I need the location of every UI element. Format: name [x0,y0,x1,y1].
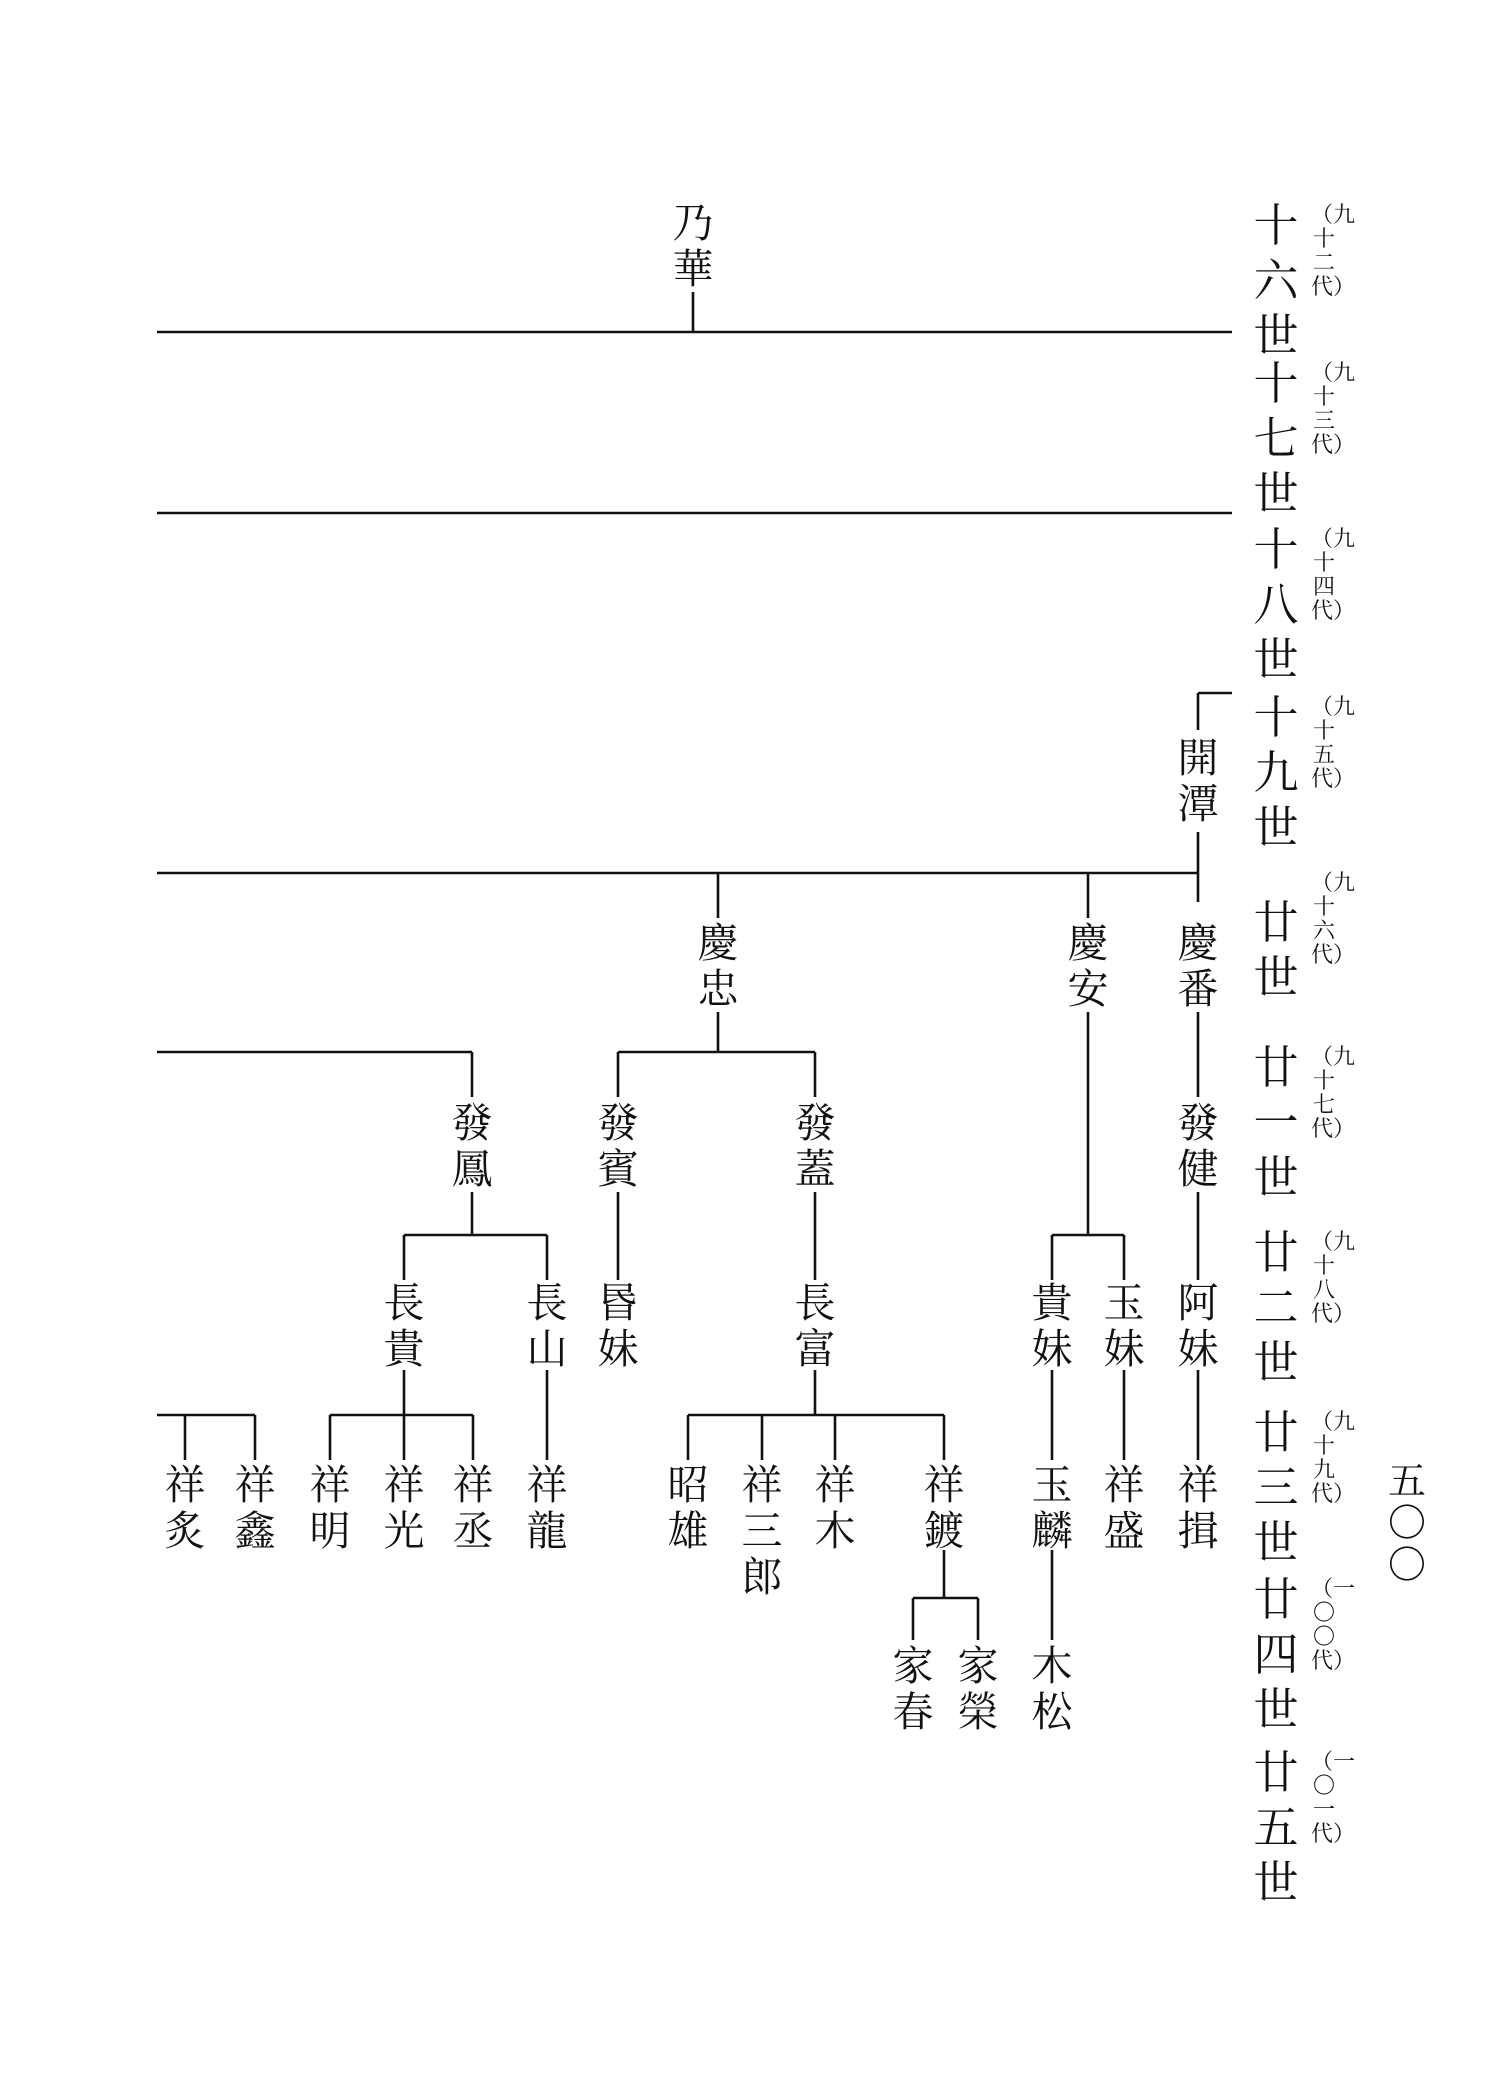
generation-label: 十 八 世 [1253,523,1299,686]
person-yumei: 玉 妹 [1103,1279,1145,1373]
person-fabin: 發 賓 [597,1099,639,1193]
person-qingzhong: 慶 忠 [697,919,739,1013]
dynasty-generation-label: （九 十 九 代） [1311,1410,1356,1507]
person-changshan: 長 山 [526,1279,568,1373]
dynasty-generation-label: （九 十 四 代） [1311,527,1356,624]
person-xiangguang: 祥 光 [383,1461,425,1555]
person-yulin: 玉 麟 [1031,1461,1073,1555]
generation-label: 廿 世 [1253,896,1299,1004]
page-number: 五 〇 〇 [1387,1459,1426,1587]
person-changgui: 長 貴 [383,1279,425,1373]
dynasty-generation-label: （九 十 二 代） [1311,203,1356,300]
person-qingan: 慶 安 [1067,919,1109,1013]
dynasty-generation-label: （九 十 六 代） [1311,871,1356,968]
person-xiangsanlang: 祥 三 郎 [741,1461,783,1601]
person-xianglong: 祥 龍 [526,1461,568,1555]
person-jiarong: 家 榮 [957,1642,999,1736]
generation-label: 廿 一 世 [1253,1041,1299,1204]
person-kaitan: 開 潭 [1177,734,1219,828]
dynasty-generation-label: （九 十 八 代） [1311,1230,1356,1327]
person-jiachun: 家 春 [892,1642,934,1736]
generation-label: 廿 五 世 [1253,1746,1299,1909]
person-zhaoxiong: 昭 雄 [667,1461,709,1555]
person-guimei: 貴 妹 [1031,1279,1073,1373]
generation-label: 廿 四 世 [1253,1573,1299,1736]
person-xiangming: 祥 明 [309,1461,351,1555]
person-xiangmu: 祥 木 [814,1461,856,1555]
person-amei: 阿 妹 [1177,1279,1219,1373]
person-musong: 木 松 [1031,1642,1073,1736]
generation-label: 十 六 世 [1253,199,1299,362]
dynasty-generation-label: （九 十 三 代） [1311,361,1356,458]
person-fafeng: 發 鳳 [451,1099,493,1193]
person-xiangji: 祥 揖 [1177,1461,1219,1555]
person-fajian: 發 健 [1177,1099,1219,1193]
generation-label: 廿 三 世 [1253,1406,1299,1569]
generation-label: 廿 二 世 [1253,1226,1299,1389]
person-qingfan: 慶 番 [1177,919,1219,1013]
person-xiangsheng: 祥 盛 [1103,1461,1145,1555]
person-xiangjiu: 祥 炙 [164,1461,206,1555]
person-naihua: 乃 華 [672,199,714,293]
person-fagai: 發 蓋 [794,1099,836,1193]
dynasty-generation-label: （九 十 五 代） [1311,695,1356,792]
dynasty-generation-label: （一 〇 一 代） [1311,1750,1356,1847]
dynasty-generation-label: （一 〇 〇 代） [1311,1577,1356,1674]
dynasty-generation-label: （九 十 七 代） [1311,1045,1356,1142]
person-hunmei: 昬 妹 [597,1279,639,1373]
person-xiangdu: 祥 鍍 [923,1461,965,1555]
generation-label: 十 七 世 [1253,357,1299,520]
person-xiangcheng: 祥 丞 [452,1461,494,1555]
person-changfu: 長 富 [794,1279,836,1373]
generation-label: 十 九 世 [1253,691,1299,854]
person-xiangxin: 祥 鑫 [234,1461,276,1555]
